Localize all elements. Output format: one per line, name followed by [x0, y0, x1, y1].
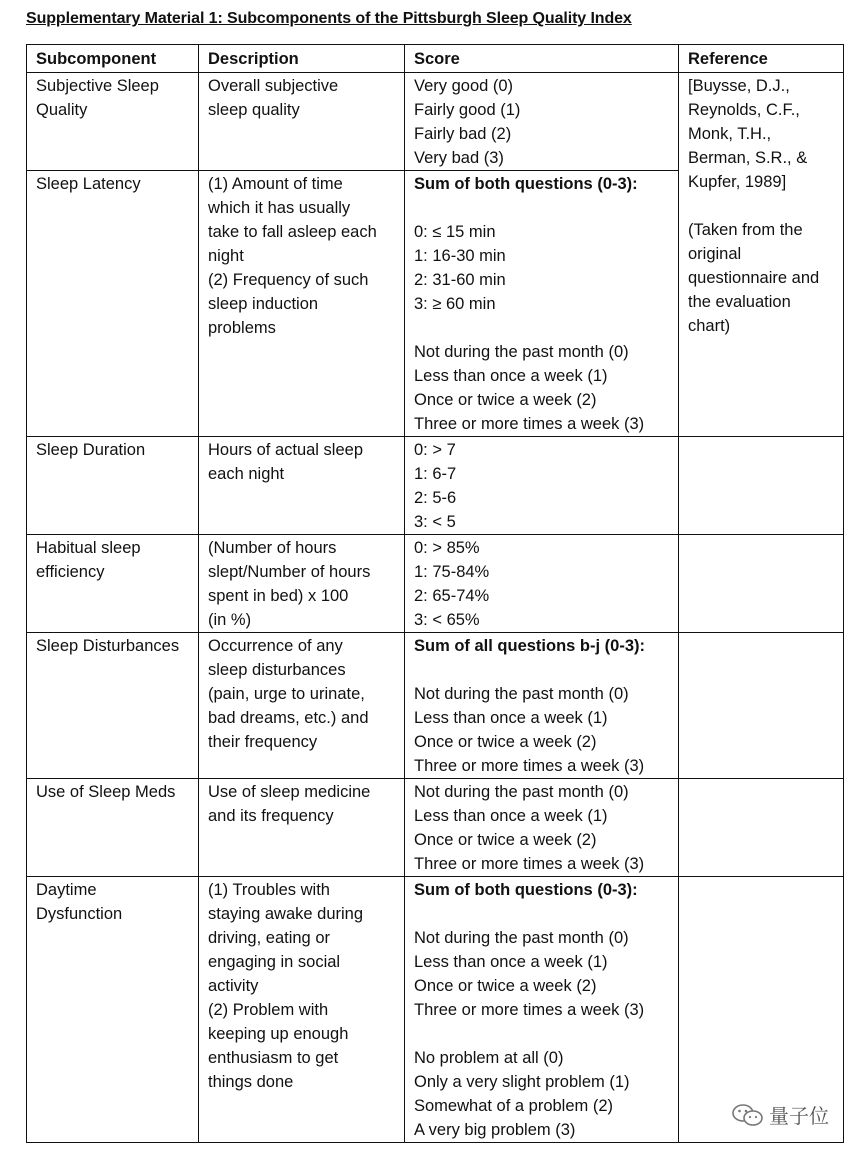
table-row: [27, 633, 844, 779]
description-line: keeping up enough: [208, 1025, 349, 1043]
score-line: Very good (0): [414, 77, 514, 95]
header-score: Score: [405, 45, 679, 73]
reference-line: Berman, S.R., &: [688, 149, 808, 167]
description-line: Use of sleep medicine: [208, 783, 371, 801]
subcomponent-line: Sleep Latency: [36, 175, 141, 193]
score-line: Not during the past month (0): [414, 929, 629, 947]
description-line: enthusiasm to get: [208, 1049, 339, 1067]
score-line: Not during the past month (0): [414, 685, 629, 703]
subcomponent-cell: [27, 73, 199, 171]
score-line: [414, 1022, 678, 1046]
description-line: sleep disturbances: [208, 661, 346, 679]
reference-cell-empty: [679, 535, 844, 633]
score-line: 3: < 5: [414, 513, 456, 531]
score-line: [414, 196, 678, 220]
reference-cell-empty: [679, 437, 844, 535]
score-line: 1: 75-84%: [414, 563, 490, 581]
table-row: [27, 73, 844, 171]
table-row: [27, 877, 844, 1143]
subcomponent-cell: [27, 535, 199, 633]
subcomponent-cell: [27, 437, 199, 535]
table-row: [27, 437, 844, 535]
score-line: A very big problem (3): [414, 1121, 576, 1139]
score-cell: [405, 877, 679, 1143]
subcomponent-line: Daytime: [36, 881, 97, 899]
score-line: 2: 65-74%: [414, 587, 490, 605]
reference-cell-empty: [679, 633, 844, 779]
description-line: problems: [208, 319, 276, 337]
subcomponent-line: Quality: [36, 101, 88, 119]
reference-line: the evaluation: [688, 293, 791, 311]
description-line: bad dreams, etc.) and: [208, 709, 369, 727]
psqi-table: [26, 44, 844, 1143]
description-line: and its frequency: [208, 807, 334, 825]
description-line: each night: [208, 465, 285, 483]
description-line: spent in bed) x 100: [208, 587, 349, 605]
reference-line: questionnaire and: [688, 269, 820, 287]
table-row: [27, 779, 844, 877]
score-line: [414, 658, 678, 682]
score-cell: [405, 535, 679, 633]
score-line: Somewhat of a problem (2): [414, 1097, 614, 1115]
score-line: 3: ≥ 60 min: [414, 295, 496, 313]
description-line: (2) Frequency of such: [208, 271, 369, 289]
subcomponent-line: Habitual sleep: [36, 539, 141, 557]
description-cell: [199, 535, 405, 633]
reference-line: original: [688, 245, 742, 263]
description-line: Overall subjective: [208, 77, 339, 95]
reference-cell-empty: [679, 779, 844, 877]
reference-cell: [679, 73, 844, 437]
description-cell: [199, 633, 405, 779]
reference-line: Kupfer, 1989]: [688, 173, 787, 191]
score-line: Three or more times a week (3): [414, 757, 645, 775]
description-line: (pain, urge to urinate,: [208, 685, 365, 703]
description-line: engaging in social: [208, 953, 341, 971]
score-line: [414, 902, 678, 926]
description-cell: [199, 437, 405, 535]
watermark: [731, 1100, 829, 1129]
subcomponent-line: Subjective Sleep: [36, 77, 159, 95]
score-line: 0: > 7: [414, 441, 456, 459]
description-line: which it has usually: [208, 199, 351, 217]
score-line: Less than once a week (1): [414, 953, 608, 971]
description-cell: [199, 877, 405, 1143]
watermark-text: 量子位: [769, 1106, 829, 1128]
score-line: Fairly bad (2): [414, 125, 512, 143]
subcomponent-line: efficiency: [36, 563, 105, 581]
score-cell: [405, 171, 679, 437]
table-row: [27, 535, 844, 633]
score-line: Sum of both questions (0-3):: [414, 881, 638, 899]
score-line: 0: > 85%: [414, 539, 480, 557]
score-line: Once or twice a week (2): [414, 831, 597, 849]
score-line: 1: 6-7: [414, 465, 457, 483]
score-line: Very bad (3): [414, 149, 504, 167]
score-cell: [405, 73, 679, 171]
header-description: Description: [199, 45, 405, 73]
reference-line: chart): [688, 317, 731, 335]
wechat-icon: [731, 1103, 765, 1127]
description-line: sleep quality: [208, 101, 300, 119]
description-cell: [199, 73, 405, 171]
score-line: Fairly good (1): [414, 101, 521, 119]
score-line: 0: ≤ 15 min: [414, 223, 496, 241]
score-line: 2: 31-60 min: [414, 271, 506, 289]
description-line: Hours of actual sleep: [208, 441, 364, 459]
score-line: 3: < 65%: [414, 611, 480, 629]
table-body: [27, 73, 844, 1143]
score-cell: [405, 779, 679, 877]
score-line: No problem at all (0): [414, 1049, 564, 1067]
subcomponent-cell: [27, 877, 199, 1143]
subcomponent-cell: [27, 171, 199, 437]
subcomponent-cell: [27, 779, 199, 877]
score-line: Three or more times a week (3): [414, 1001, 645, 1019]
score-line: Sum of all questions b-j (0-3):: [414, 637, 646, 655]
score-line: [414, 316, 678, 340]
description-line: (1) Troubles with: [208, 881, 330, 899]
description-line: driving, eating or: [208, 929, 330, 947]
description-line: (Number of hours: [208, 539, 337, 557]
description-line: activity: [208, 977, 259, 995]
score-line: Not during the past month (0): [414, 343, 629, 361]
description-line: things done: [208, 1073, 294, 1091]
description-cell: [199, 779, 405, 877]
score-line: Three or more times a week (3): [414, 415, 645, 433]
subcomponent-cell: [27, 633, 199, 779]
score-line: Sum of both questions (0-3):: [414, 175, 638, 193]
subcomponent-line: Sleep Disturbances: [36, 637, 180, 655]
score-line: Once or twice a week (2): [414, 391, 597, 409]
description-line: their frequency: [208, 733, 318, 751]
score-line: Once or twice a week (2): [414, 977, 597, 995]
reference-line: (Taken from the: [688, 221, 803, 239]
score-line: Less than once a week (1): [414, 367, 608, 385]
subcomponent-line: Dysfunction: [36, 905, 123, 923]
description-line: Occurrence of any: [208, 637, 343, 655]
description-cell: [199, 171, 405, 437]
score-line: 1: 16-30 min: [414, 247, 506, 265]
score-cell: [405, 437, 679, 535]
reference-line: Monk, T.H.,: [688, 125, 772, 143]
description-line: (1) Amount of time: [208, 175, 343, 193]
score-line: 2: 5-6: [414, 489, 457, 507]
header-reference: Reference: [679, 45, 844, 73]
score-line: Not during the past month (0): [414, 783, 629, 801]
description-line: slept/Number of hours: [208, 563, 371, 581]
subcomponent-line: Sleep Duration: [36, 441, 146, 459]
description-line: sleep induction: [208, 295, 319, 313]
description-line: (in %): [208, 611, 252, 629]
score-cell: [405, 633, 679, 779]
header-subcomponent: Subcomponent: [27, 45, 199, 73]
score-line: Once or twice a week (2): [414, 733, 597, 751]
document-title: Supplementary Material 1: Subcomponents of the Pittsburgh Sleep Quality Index: [26, 10, 632, 27]
subcomponent-line: Use of Sleep Meds: [36, 783, 176, 801]
score-line: Less than once a week (1): [414, 807, 608, 825]
description-line: take to fall asleep each: [208, 223, 377, 241]
reference-line: [Buysse, D.J.,: [688, 77, 790, 95]
score-line: Less than once a week (1): [414, 709, 608, 727]
table-header-row: [27, 45, 844, 73]
description-line: night: [208, 247, 244, 265]
score-line: Three or more times a week (3): [414, 855, 645, 873]
description-line: (2) Problem with: [208, 1001, 329, 1019]
reference-line: [688, 194, 843, 218]
description-line: staying awake during: [208, 905, 364, 923]
score-line: Only a very slight problem (1): [414, 1073, 630, 1091]
reference-line: Reynolds, C.F.,: [688, 101, 800, 119]
